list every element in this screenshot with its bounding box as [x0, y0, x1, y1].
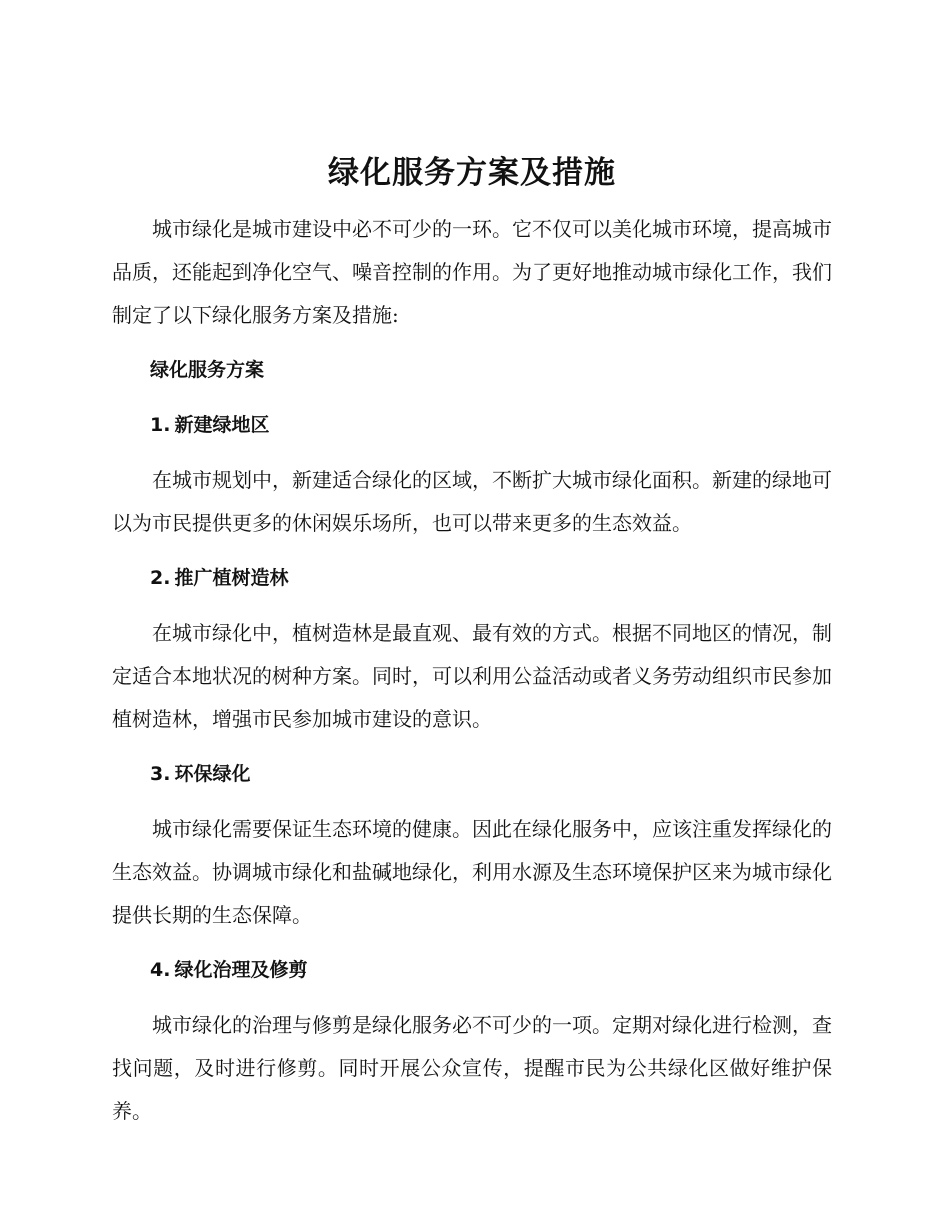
- item-number: 4.: [150, 959, 171, 981]
- item-body-3: 城市绿化需要保证生态环境的健康。因此在绿化服务中，应该注重发挥绿化的生态效益。协调城市绿化和盐碱地绿化，利用水源及生态环境保护区来为城市绿化提供长期的生态保障。: [112, 817, 832, 927]
- item-title: 新建绿地区: [174, 414, 270, 436]
- item-title: 推广植树造林: [174, 567, 289, 589]
- item-number: 1.: [150, 414, 171, 436]
- item-heading-1: [112, 404, 832, 447]
- intro-paragraph: 城市绿化是城市建设中必不可少的一环。它不仅可以美化城市环境，提高城市品质，还能起到净化空气、噪音控制的作用。为了更好地推动城市绿化工作，我们制定了以下绿化服务方案及措施:: [112, 217, 832, 327]
- item-title: 环保绿化: [174, 763, 251, 785]
- item-number: 3.: [150, 763, 171, 785]
- item-number: 2.: [150, 567, 171, 589]
- section-heading: 绿化服务方案: [150, 359, 265, 381]
- item-body-1: 在城市规划中，新建适合绿化的区域，不断扩大城市绿化面积。新建的绿地可以为市民提供更多的休闲娱乐场所，也可以带来更多的生态效益。: [112, 468, 832, 535]
- document-title: 绿化服务方案及措施: [328, 155, 616, 191]
- item-heading-4: [112, 949, 832, 992]
- item-body-4: 城市绿化的治理与修剪是绿化服务必不可少的一项。定期对绿化进行检测，查找问题，及时进行修剪。同时开展公众宣传，提醒市民为公共绿化区做好维护保养。: [112, 1013, 832, 1123]
- item-heading-2: [112, 557, 832, 600]
- item-title: 绿化治理及修剪: [174, 959, 308, 981]
- item-body-2: 在城市绿化中，植树造林是最直观、最有效的方式。根据不同地区的情况，制定适合本地状况的树种方案。同时，可以利用公益活动或者义务劳动组织市民参加植树造林，增强市民参加城市建设的意识。: [112, 621, 832, 731]
- item-heading-3: [112, 753, 832, 796]
